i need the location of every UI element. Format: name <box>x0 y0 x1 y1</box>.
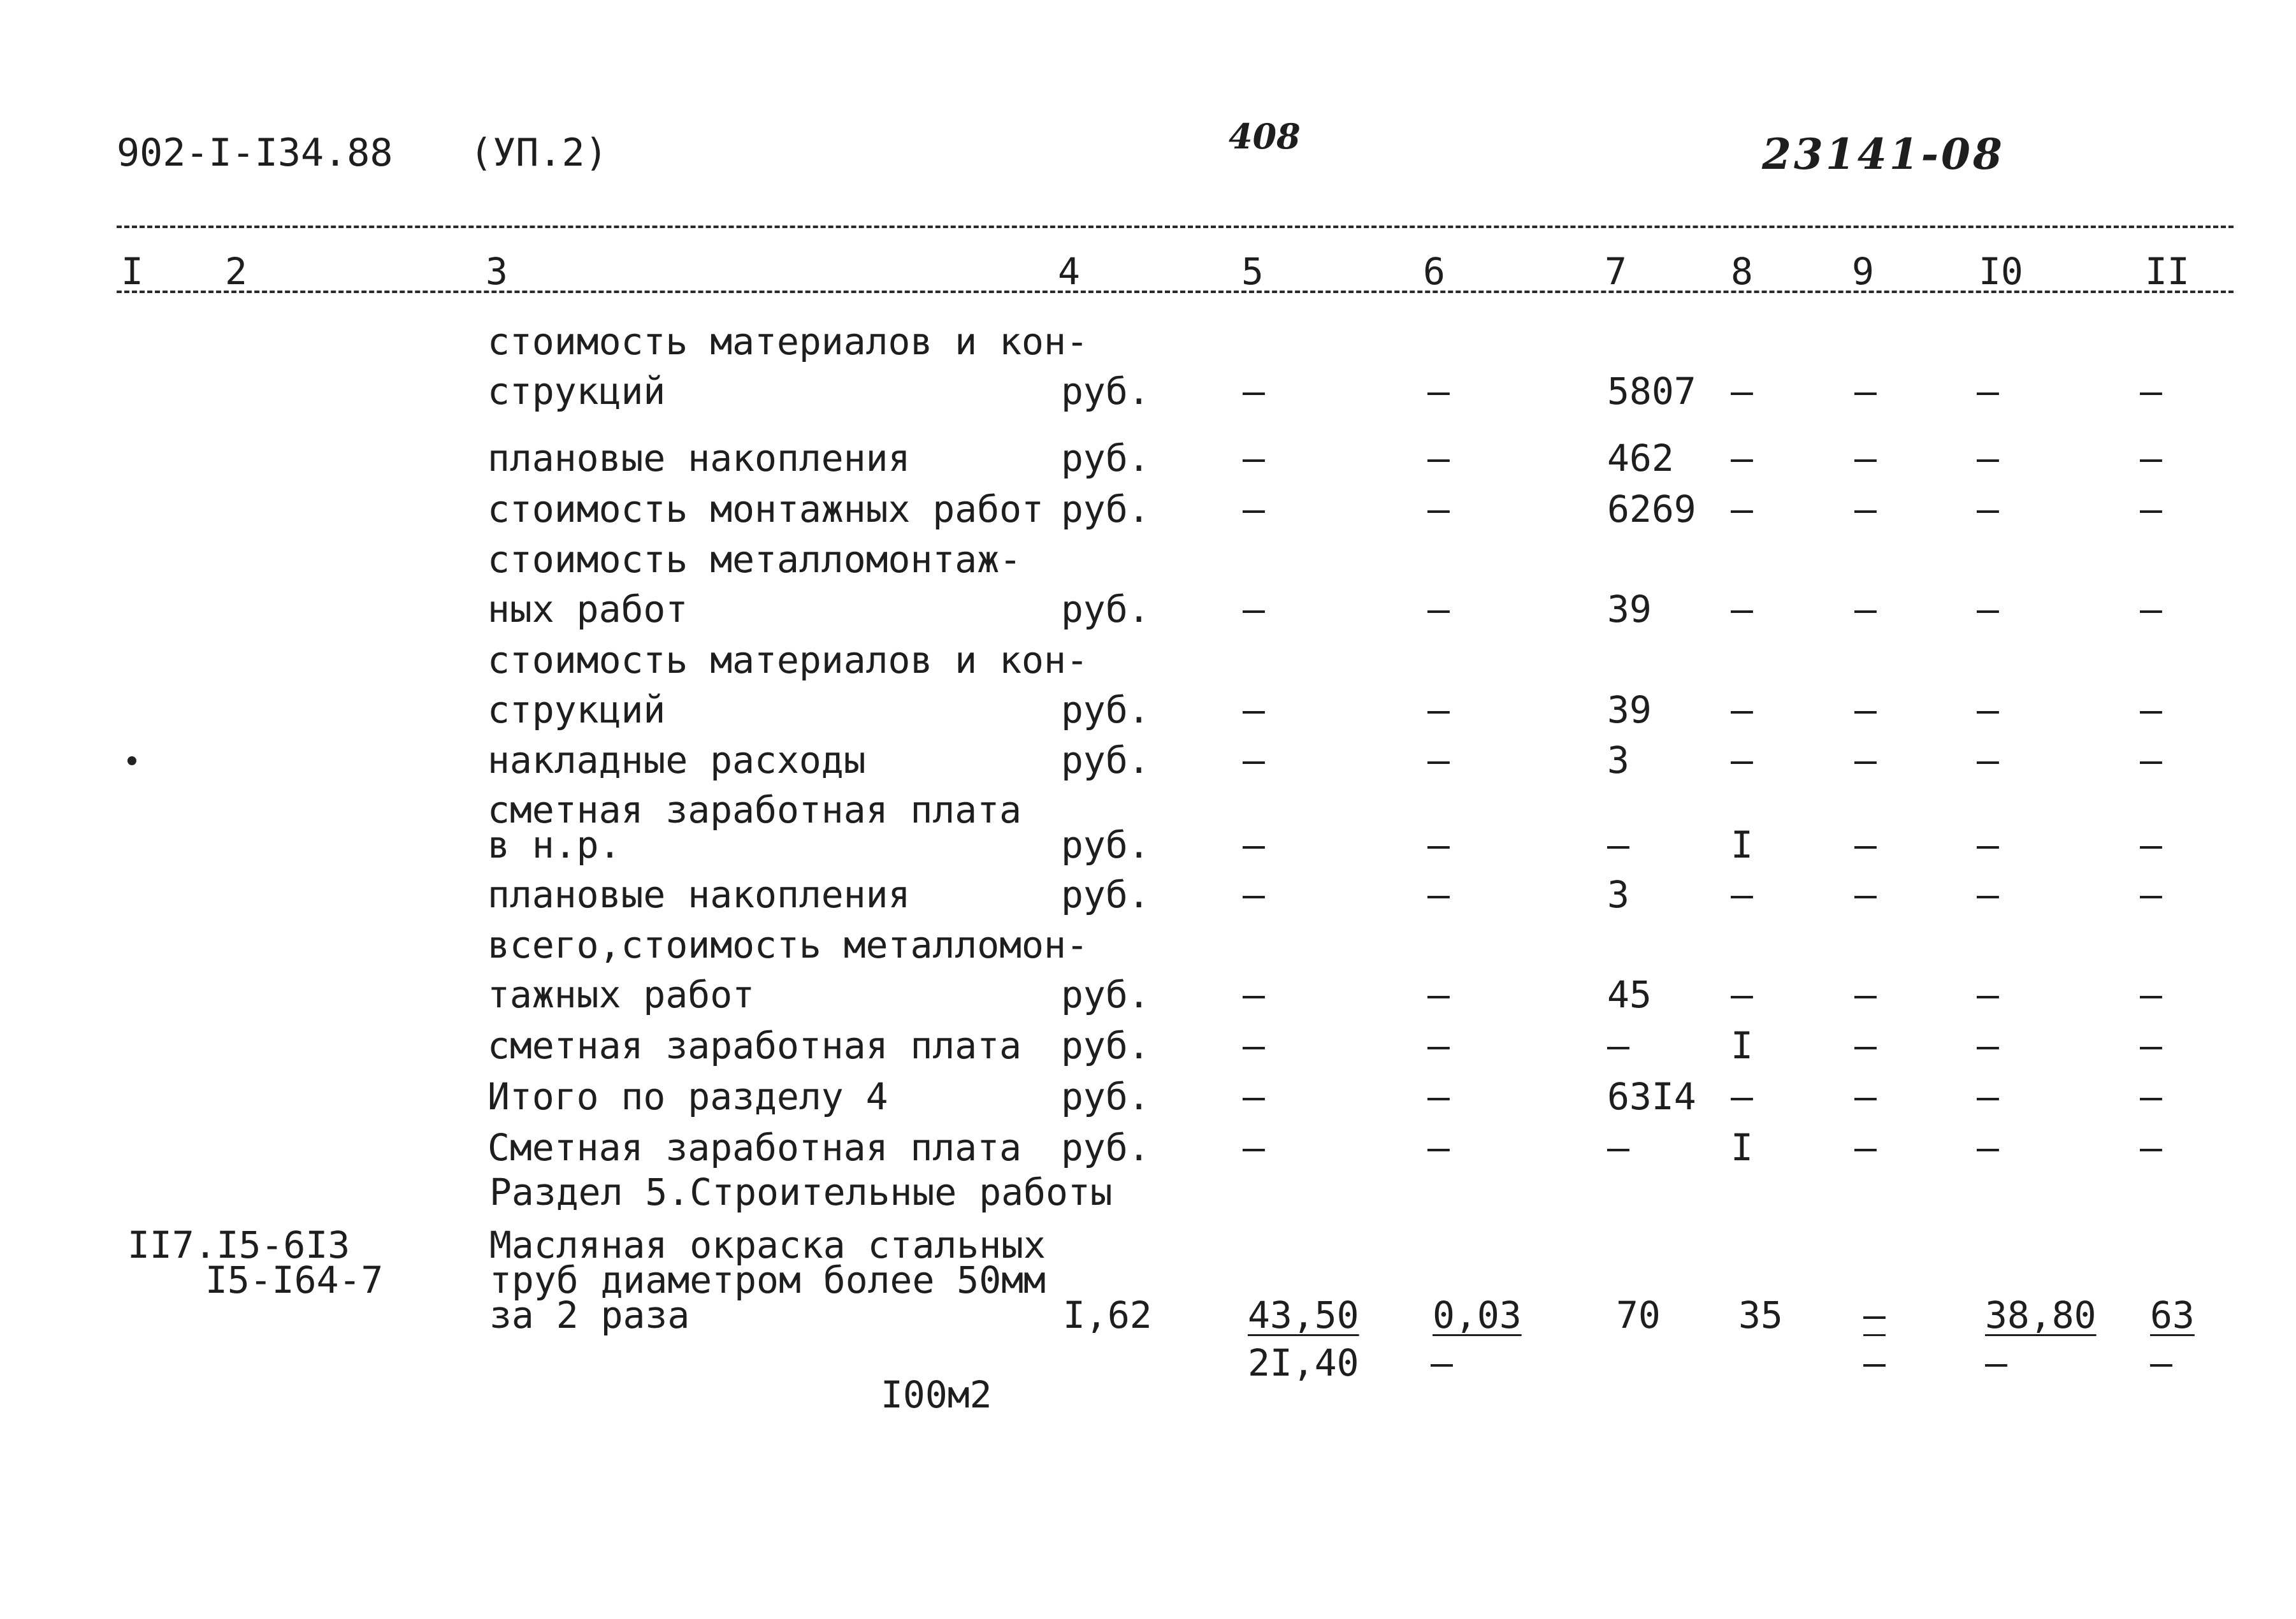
row-c5: – <box>1243 823 1265 867</box>
row-name-line: струкций <box>487 370 666 413</box>
row-c6: – <box>1427 823 1450 867</box>
row-c11: – <box>2140 1024 2162 1067</box>
column-number-1: I <box>121 250 143 293</box>
row-c10: – <box>1977 688 1999 731</box>
row-c9: – <box>1854 1126 1877 1169</box>
row-c11: – <box>2140 487 2162 531</box>
row-c10: – <box>1977 973 1999 1016</box>
row-c6: – <box>1427 738 1450 782</box>
section-5-col5: 43,50 <box>1248 1293 1359 1337</box>
row-c8: – <box>1731 973 1753 1016</box>
row-c6: – <box>1427 370 1450 413</box>
row-c9: – <box>1854 487 1877 531</box>
row-c5: – <box>1243 1126 1265 1169</box>
row-name-line: Итого по разделу 4 <box>487 1075 888 1118</box>
column-number-5: 5 <box>1241 250 1264 293</box>
row-name-line: стоимость материалов и кон- <box>487 320 1088 363</box>
row-c10: – <box>1977 370 1999 413</box>
document-code: 902-I-I34.88 <box>117 131 393 175</box>
row-c9: – <box>1854 436 1877 480</box>
row-c11: – <box>2140 1126 2162 1169</box>
row-name-line: всего,стоимость металломон- <box>487 923 1088 967</box>
row-c5: – <box>1243 738 1265 782</box>
row-name-line: Сметная заработная плата <box>487 1126 1022 1169</box>
row-c8: – <box>1731 370 1753 413</box>
column-number-7: 7 <box>1605 250 1627 293</box>
row-c5: – <box>1243 370 1265 413</box>
section-5-name-line-1: Масляная окраска стальных <box>489 1223 1046 1267</box>
row-c11: – <box>2140 823 2162 867</box>
row-unit: руб. <box>1061 973 1150 1016</box>
margin-dot <box>127 756 136 765</box>
row-c9: – <box>1854 370 1877 413</box>
row-name-line: сметная заработная плата <box>487 1024 1022 1067</box>
row-c5: – <box>1243 973 1265 1016</box>
row-c7: 45 <box>1607 973 1652 1016</box>
row-c6: – <box>1427 587 1450 631</box>
row-unit: руб. <box>1061 370 1150 413</box>
archive-number: 23141-08 <box>1762 129 2005 179</box>
row-c10: – <box>1977 436 1999 480</box>
row-name-line: стоимость монтажных работ <box>487 487 1044 531</box>
row-c6: – <box>1427 487 1450 531</box>
row-c8: – <box>1731 1075 1753 1118</box>
section-5-col10-sub: – <box>1985 1341 2007 1385</box>
row-c9: – <box>1854 587 1877 631</box>
row-name-line: плановые накопления <box>487 873 911 916</box>
row-c7: – <box>1607 823 1629 867</box>
row-c9: – <box>1854 738 1877 782</box>
section-5-col5-sub: 2I,40 <box>1248 1341 1359 1385</box>
row-c7: 39 <box>1607 688 1652 731</box>
row-c6: – <box>1427 1126 1450 1169</box>
section-5-title: Раздел 5.Строительные работы <box>489 1170 1113 1214</box>
row-c7: 39 <box>1607 587 1652 631</box>
section-5-quantity: I,62 <box>1063 1293 1152 1337</box>
row-c11: – <box>2140 587 2162 631</box>
row-c11: – <box>2140 873 2162 916</box>
section-5-col9-sub: – <box>1863 1341 1886 1385</box>
row-unit: руб. <box>1061 436 1150 480</box>
row-c5: – <box>1243 487 1265 531</box>
row-name-line: струкций <box>487 688 666 731</box>
row-c6: – <box>1427 688 1450 731</box>
row-c8: – <box>1731 873 1753 916</box>
row-c10: – <box>1977 1024 1999 1067</box>
row-name-line: накладные расходы <box>487 738 866 782</box>
section-5-code-line-1: II7.I5-6I3 <box>127 1223 350 1267</box>
row-c9: – <box>1854 823 1877 867</box>
row-c11: – <box>2140 436 2162 480</box>
row-c7: – <box>1607 1024 1629 1067</box>
row-c11: – <box>2140 1075 2162 1118</box>
section-5-col7: 70 <box>1616 1293 1661 1337</box>
row-unit: руб. <box>1061 487 1150 531</box>
row-c9: – <box>1854 1075 1877 1118</box>
row-name-line: плановые накопления <box>487 436 911 480</box>
row-c7: 3 <box>1607 738 1629 782</box>
row-c8: – <box>1731 487 1753 531</box>
row-c6: – <box>1427 973 1450 1016</box>
section-5-col10: 38,80 <box>1985 1293 2097 1337</box>
row-c7: 462 <box>1607 436 1674 480</box>
section-code: (УП.2) <box>470 131 608 175</box>
row-c11: – <box>2140 370 2162 413</box>
row-c10: – <box>1977 738 1999 782</box>
column-number-8: 8 <box>1731 250 1753 293</box>
row-name-line: ных работ <box>487 587 688 631</box>
section-5-col6-sub: – <box>1431 1341 1453 1385</box>
row-c7: 5807 <box>1607 370 1696 413</box>
row-c8: I <box>1731 1024 1753 1067</box>
row-c8: – <box>1731 436 1753 480</box>
section-5-col9: – <box>1863 1293 1886 1337</box>
section-5-col6: 0,03 <box>1433 1293 1522 1337</box>
row-c11: – <box>2140 973 2162 1016</box>
row-unit: руб. <box>1061 688 1150 731</box>
row-c8: – <box>1731 688 1753 731</box>
row-c10: – <box>1977 1075 1999 1118</box>
row-c5: – <box>1243 1075 1265 1118</box>
row-unit: руб. <box>1061 1126 1150 1169</box>
row-c10: – <box>1977 823 1999 867</box>
row-name-line: сметная заработная плата <box>487 788 1022 831</box>
column-number-6: 6 <box>1423 250 1445 293</box>
column-number-10: I0 <box>1979 250 2023 293</box>
row-unit: руб. <box>1061 587 1150 631</box>
row-unit: руб. <box>1061 823 1150 867</box>
row-name-line: стоимость металломонтаж- <box>487 538 1022 581</box>
header-top-rule <box>117 226 2234 228</box>
section-5-name-line-2: труб диаметром более 50мм <box>489 1258 1046 1302</box>
row-c9: – <box>1854 688 1877 731</box>
row-c10: – <box>1977 587 1999 631</box>
row-name-line: тажных работ <box>487 973 755 1016</box>
row-c8: – <box>1731 738 1753 782</box>
row-c9: – <box>1854 873 1877 916</box>
row-c5: – <box>1243 688 1265 731</box>
row-c5: – <box>1243 1024 1265 1067</box>
row-unit: руб. <box>1061 738 1150 782</box>
row-c6: – <box>1427 436 1450 480</box>
row-name-line: в н.р. <box>487 823 621 867</box>
row-c5: – <box>1243 436 1265 480</box>
row-unit: руб. <box>1061 1024 1150 1067</box>
header-bottom-rule <box>117 291 2234 293</box>
section-5-name-line-3: за 2 раза <box>489 1293 690 1337</box>
section-5-col8: 35 <box>1738 1293 1783 1337</box>
row-name-line: стоимость материалов и кон- <box>487 638 1088 682</box>
row-c7: 3 <box>1607 873 1629 916</box>
row-c9: – <box>1854 1024 1877 1067</box>
row-c6: – <box>1427 1075 1450 1118</box>
row-c8: I <box>1731 823 1753 867</box>
column-number-9: 9 <box>1852 250 1874 293</box>
row-c8: – <box>1731 587 1753 631</box>
row-c10: – <box>1977 873 1999 916</box>
row-c11: – <box>2140 738 2162 782</box>
section-5-col11-sub: – <box>2150 1341 2172 1385</box>
row-c9: – <box>1854 973 1877 1016</box>
row-c11: – <box>2140 688 2162 731</box>
column-number-2: 2 <box>225 250 247 293</box>
row-c5: – <box>1243 873 1265 916</box>
row-unit: руб. <box>1061 873 1150 916</box>
row-c10: – <box>1977 487 1999 531</box>
row-c7: 63I4 <box>1607 1075 1696 1118</box>
row-c6: – <box>1427 1024 1450 1067</box>
row-c7: 6269 <box>1607 487 1696 531</box>
column-number-3: 3 <box>486 250 508 293</box>
row-c10: – <box>1977 1126 1999 1169</box>
row-c6: – <box>1427 873 1450 916</box>
section-5-code-line-2: I5-I64-7 <box>205 1258 384 1302</box>
column-number-4: 4 <box>1058 250 1080 293</box>
section-5-col11: 63 <box>2150 1293 2195 1337</box>
row-unit: руб. <box>1061 1075 1150 1118</box>
row-c5: – <box>1243 587 1265 631</box>
row-c8: I <box>1731 1126 1753 1169</box>
column-number-11: II <box>2145 250 2190 293</box>
row-c7: – <box>1607 1126 1629 1169</box>
section-5-unit-note: I00м2 <box>881 1373 992 1416</box>
page-number: 408 <box>1229 116 1301 157</box>
